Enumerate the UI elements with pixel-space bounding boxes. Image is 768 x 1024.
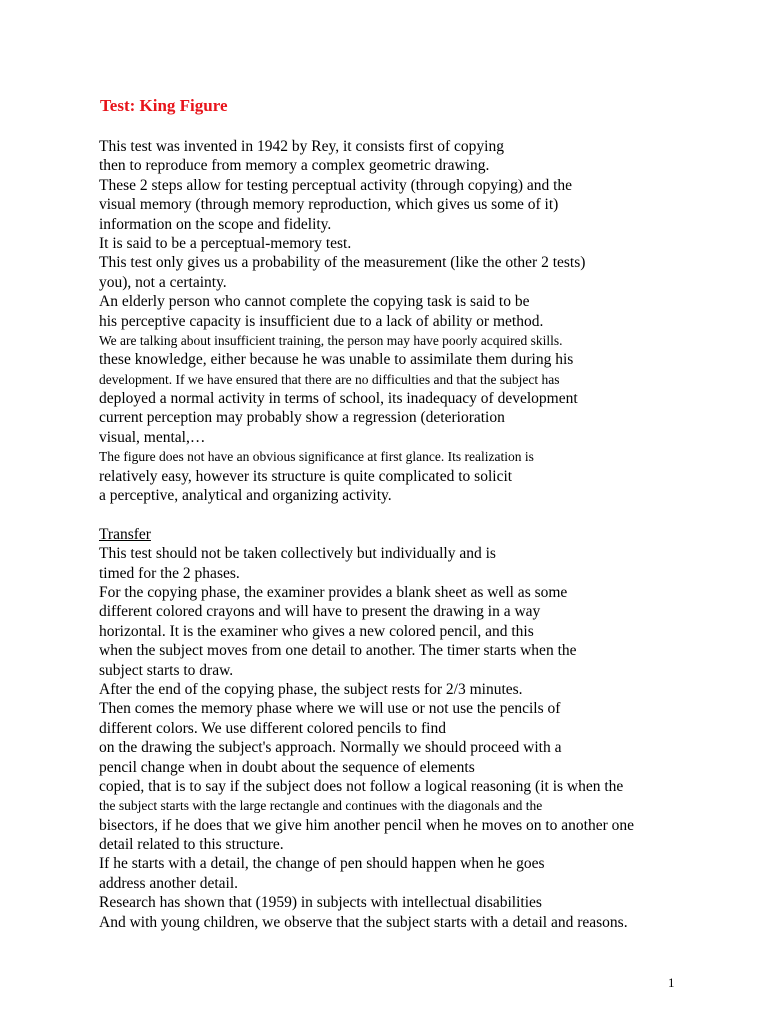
text-line: deployed a normal activity in terms of school, its inadequacy of development bbox=[99, 390, 578, 408]
text-line: you), not a certainty. bbox=[99, 273, 227, 291]
text-line: the subject starts with the large rectangle and continues with the diagonals and the bbox=[99, 798, 543, 814]
text-line: current perception may probably show a regression (deterioration bbox=[99, 409, 505, 427]
text-line: different colored crayons and will have to present the drawing in a way bbox=[99, 603, 541, 621]
text-line: on the drawing the subject's approach. Normally we should proceed with a bbox=[99, 739, 562, 757]
text-line: timed for the 2 phases. bbox=[99, 564, 240, 582]
text-line: These 2 steps allow for testing perceptual activity (through copying) and the bbox=[99, 176, 573, 194]
text-line: development. If we have ensured that there are no difficulties and that the subject has bbox=[99, 371, 560, 387]
text-line: a perceptive, analytical and organizing activity. bbox=[99, 487, 392, 505]
text-line: these knowledge, either because he was unable to assimilate them during his bbox=[99, 351, 574, 369]
text-line: copied, that is to say if the subject does not follow a logical reasoning (it is when the bbox=[99, 777, 624, 795]
text-line: detail related to this structure. bbox=[99, 836, 284, 854]
text-line: then to reproduce from memory a complex geometric drawing. bbox=[99, 157, 490, 175]
text-line: This test should not be taken collectively but individually and is bbox=[99, 545, 496, 563]
text-line: visual memory (through memory reproduction, which gives us some of it) bbox=[99, 196, 559, 214]
text-line bbox=[99, 505, 739, 524]
text-line: information on the scope and fidelity. bbox=[99, 215, 332, 233]
text-line: relatively easy, however its structure is quite complicated to solicit bbox=[99, 467, 513, 485]
text-line: different colors. We use different colored pencils to find bbox=[99, 719, 446, 737]
text-line: subject starts to draw. bbox=[99, 661, 234, 679]
text-line: For the copying phase, the examiner provides a blank sheet as well as some bbox=[99, 583, 568, 601]
text-line: Then comes the memory phase where we will use or not use the pencils of bbox=[99, 700, 561, 718]
text-line: pencil change when in doubt about the sequence of elements bbox=[99, 758, 475, 776]
document-body bbox=[99, 137, 739, 932]
text-line: visual, mental,… bbox=[99, 428, 206, 446]
text-line: horizontal. It is the examiner who gives a new colored pencil, and this bbox=[99, 622, 534, 640]
text-line: Research has shown that (1959) in subjects with intellectual disabilities bbox=[99, 894, 542, 912]
text-line: bisectors, if he does that we give him another pencil when he moves on to another one bbox=[99, 816, 635, 834]
document-title: Test: King Figure bbox=[100, 96, 228, 115]
text-line: It is said to be a perceptual-memory test. bbox=[99, 234, 352, 252]
text-line: his perceptive capacity is insufficient due to a lack of ability or method. bbox=[99, 312, 544, 330]
text-line: After the end of the copying phase, the subject rests for 2/3 minutes. bbox=[99, 680, 523, 698]
text-line: If he starts with a detail, the change of pen should happen when he goes bbox=[99, 855, 545, 873]
text-line: The figure does not have an obvious significance at first glance. Its realization is bbox=[99, 449, 534, 465]
text-line: This test only gives us a probability of the measurement (like the other 2 tests) bbox=[99, 254, 586, 272]
text-line: An elderly person who cannot complete the copying task is said to be bbox=[99, 293, 530, 311]
text-line: And with young children, we observe that the subject starts with a detail and reasons. bbox=[99, 913, 628, 931]
section-heading: Transfer bbox=[99, 525, 151, 543]
text-line: This test was invented in 1942 by Rey, it consists first of copying bbox=[99, 138, 504, 155]
page-number: 1 bbox=[668, 975, 675, 990]
text-line: We are talking about insufficient training, the person may have poorly acquired skills. bbox=[99, 332, 563, 348]
text-line: when the subject moves from one detail to another. The timer starts when the bbox=[99, 642, 577, 660]
text-line: address another detail. bbox=[99, 874, 239, 892]
